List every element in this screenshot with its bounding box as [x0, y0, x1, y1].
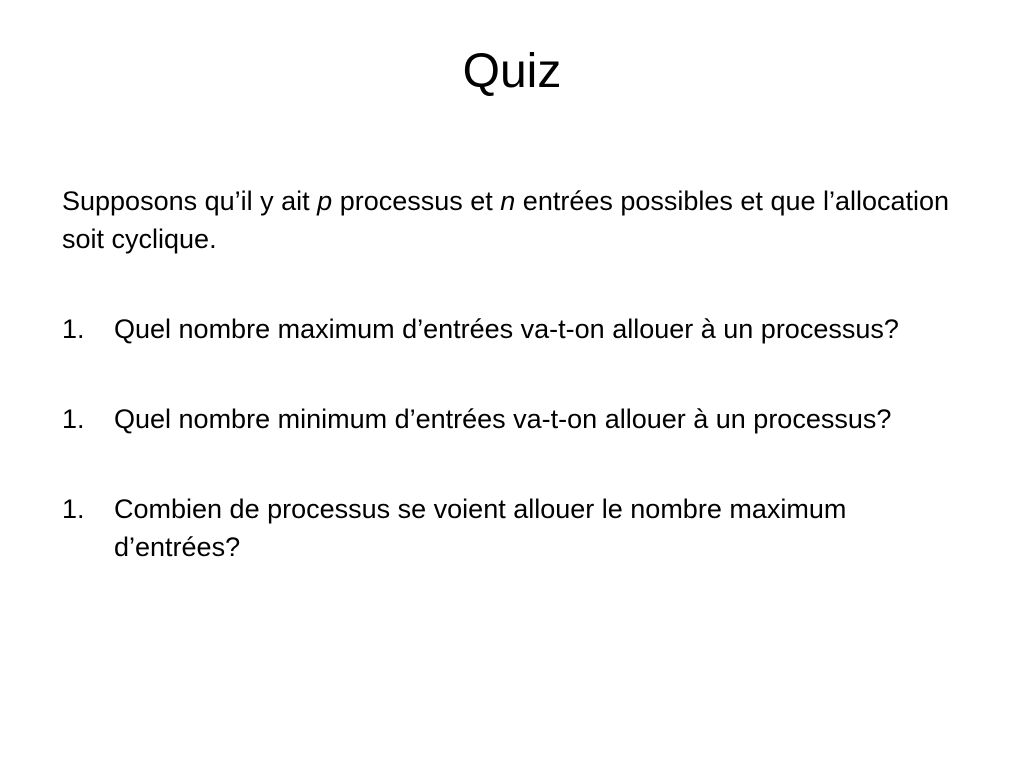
- question-text: Combien de processus se voient allouer le nombre maximum d’entrées?: [114, 494, 847, 562]
- intro-text-2: processus et: [332, 186, 501, 216]
- question-item: [62, 400, 972, 438]
- variable-n: n: [500, 186, 516, 216]
- question-number: 1.: [62, 314, 85, 344]
- question-number: 1.: [62, 494, 85, 524]
- question-number: 1.: [62, 404, 85, 434]
- intro-text-3: entrées possibles et que l’allocation soit cyclique.: [62, 186, 950, 254]
- question-text: Quel nombre minimum d’entrées va-t-on allouer à un processus?: [114, 404, 892, 434]
- question-item: [62, 310, 972, 348]
- slide-body: [62, 182, 972, 618]
- question-text: Quel nombre maximum d’entrées va-t-on allouer à un processus?: [114, 314, 899, 344]
- intro-paragraph: [62, 182, 972, 258]
- intro-text-1: Supposons qu’il y ait: [62, 186, 318, 216]
- variable-p: p: [317, 186, 333, 216]
- slide-title: Quiz: [462, 45, 562, 98]
- question-item: [62, 490, 972, 566]
